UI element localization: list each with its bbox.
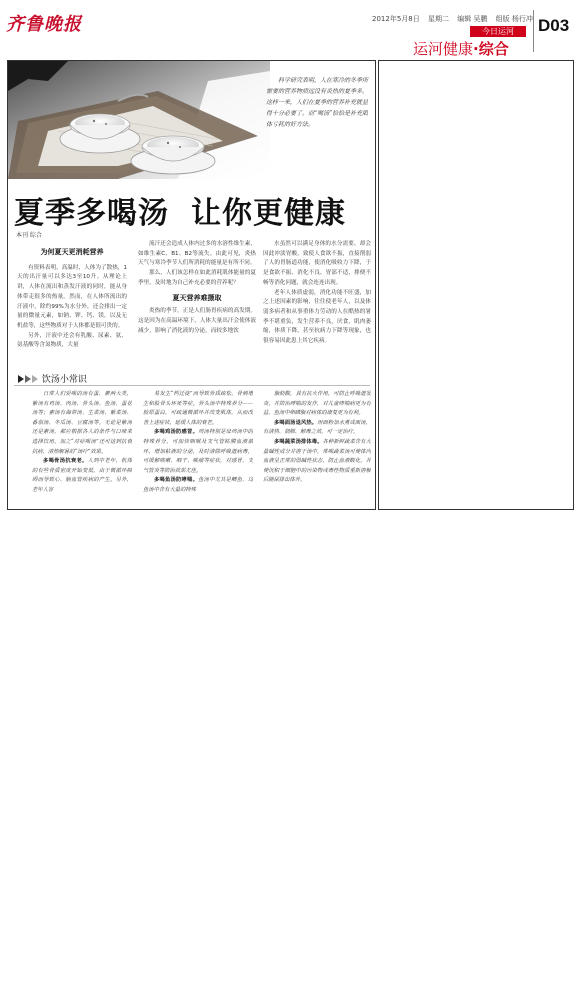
soup-bowls-illustration: [8, 61, 270, 179]
sidebar-heading: [18, 372, 87, 385]
section-title: [413, 38, 509, 59]
paragraph: 脂肪酸，具有抗火作用，可防止呼吸道发炎，并防治哮喘的发作，对儿童哮喘病更为有益，鱼汤中卵磷脂对病体的康复更为有利。: [263, 391, 371, 417]
designer-credit: 组版 杨行冲: [495, 15, 533, 23]
tip-text: 鸡汤特别是母鸡汤中的特殊养分，可加快咽喉及支气管粘膜血液循环，增加粘液的分泌，及时清除呼吸道病毒，可缓解咳嗽、咽干、喉痛等症状，对感冒、支气管炎等防治效果尤佳。: [143, 429, 253, 474]
masthead: [0, 0, 580, 58]
editor-credit: 编辑 吴鹏: [457, 15, 488, 23]
triangle-icon: [32, 375, 38, 383]
headline-part-1: 夏季多喝汤: [14, 196, 169, 231]
tip-text: 用面粉加水煮成面汤，有清热、润肺、解毒之效，可一定治疗。: [263, 419, 371, 436]
section-name: 运河健康: [413, 40, 474, 58]
paragraph: 水虽然可以满足身体的水分需要，却会因此冲淡胃酸，致使人食欲不振，直接削弱了人的胃肠道功能，使消化吸收力下降，于是食欲不振、消化不良、胃部不适，排便不畅等消化问题，就会连连出现。: [263, 241, 371, 286]
tip-heading: 多喝面汤退风热。: [274, 419, 318, 426]
article-column-2: [138, 240, 256, 364]
masthead-divider: [533, 10, 534, 52]
issue-weekday: 星期二: [427, 15, 449, 23]
sidebar-rule: [14, 385, 370, 386]
tip-heading: 多喝骨汤抗衰老。: [43, 458, 88, 465]
sidebar-column-3: [263, 390, 371, 502]
article-headline: [14, 188, 346, 232]
tip-heading: 多喝鱼汤防哮喘。: [154, 477, 199, 484]
section-sub: ·综合: [473, 40, 509, 58]
sidebar-title: 饮汤小常识: [41, 375, 87, 385]
page-number: D03: [538, 16, 570, 35]
paragraph: 易发生“钙迁徙”而导致骨质疏松，骨刺增生和股骨头坏死等症。骨头汤中特殊养分——胶原蛋白，可疏通微循环并改变肌体，从而改善上述症状，延缓人体的衰老。: [143, 391, 253, 426]
tip-text: 鱼汤中尤其是鲫鱼、乌鱼汤中含有大量的特殊: [143, 477, 253, 493]
paragraph: 那么，人们该怎样在如此消耗肌体能量的夏季里，及时地为自己补充必要的营养呢？: [138, 270, 256, 286]
paragraph: 有资料表明，高温时，人体为了散热，1天的出汗量可以多达3至10升。从理论上讲，人体在流出和蒸发汗液的同时，能从身体带走很多的热量。然而，在人体所流出的汗液中，除约99%为水分外，还会排出一定量的微量元素，如钠、钾、钙、镁，以及无机盐等，这些物质对于人体都是很可贵的。: [17, 264, 127, 329]
article-intro: 科学研究表明，人在寒冷的冬季所需要的营养物质远没有炎热的夏季多。这样一来，人们在夏季的营养补充就显得十分必要了。而“喝汤”恰恰是补充肌体亏耗的好方法。: [266, 77, 369, 128]
article-column-1: [17, 248, 127, 364]
today-tag: 今日运河: [470, 26, 526, 37]
headline-part-2: 让你更健康: [191, 196, 346, 231]
triangle-icon: [25, 375, 31, 383]
sidebar-column-2: [143, 390, 253, 502]
subheading-2: 夏天营养难摄取: [172, 293, 222, 302]
tip-text: 人到中老年，机体的有些骨质密度开始变低，由于微循环障碍而导致心、脑血管疾病的产生。另外，老年人容: [32, 458, 132, 493]
soup-photo: [8, 61, 270, 179]
article-byline: 本刊 综合: [16, 232, 42, 239]
paragraph: 炎热的季节，正是人们肠胃疾病的高发期。这是因为在高温环境下，人体大量出汗会使体液减少，影响了消化液的分泌。而较多地饮: [138, 308, 256, 334]
tip-heading: 多喝鸡汤防感冒。: [154, 429, 199, 436]
paragraph: 老年人体质虚弱，消化功能不旺盛，加之上述因素的影响，往往使老年人，以及体弱多病者和从事重体力劳动的人在酷热的暑季不堪重负，发生营养不良，厌食，肌肉萎缩，体质下降，甚至抗病力下降等现象，也很容易因此患上其它疾病。: [263, 289, 371, 345]
article-column-3: [263, 240, 371, 364]
paragraph: 流汗还会造成人体内过多的水溶性维生素，如维生素C、B1、B2等流失。由此可见，炎热天气与寒冷季节人们所消耗的能量是有所不同。: [138, 241, 256, 267]
triangle-icon: [18, 375, 24, 383]
tip-text: 各种新鲜蔬菜含有大量碱性成分并溶于汤中，常喝蔬菜汤可使体内血液呈正常的弱碱性状态，防止血液酸化，并使沉积于细胞中的污染物或毒性物质重新溶解后随尿排出体外。: [263, 438, 371, 484]
issue-meta: [372, 14, 539, 24]
sidebar-column-1: [32, 390, 132, 502]
paragraph: 另外，汗液中还会有乳酸、尿素、氨、氨基酸等含氮物质，大量: [17, 332, 127, 349]
subheading-1: 为何夏天更消耗营养: [40, 248, 104, 256]
issue-date: 2012年5月8日: [372, 15, 420, 23]
newspaper-logo: 齐鲁晚报: [6, 14, 82, 35]
paragraph: 日常人们爱喝的汤有蛋、素两大类，紫汤有鸡汤、肉汤、骨头汤、鱼汤、蛋花汤等；素汤有海带汤、生菜汤、紫菜汤、番茄汤、冬瓜汤、豆腐汤等。无论是紫汤还是素汤，都应根据各人的条件与口味来选择饮用。加之“对症喝汤”还可达到抗衰抗病、清热解暑的“汤疗”效果。: [32, 391, 132, 455]
tip-heading: 多喝蔬菜汤排体毒。: [274, 438, 323, 445]
empty-ad-frame: [378, 60, 574, 510]
